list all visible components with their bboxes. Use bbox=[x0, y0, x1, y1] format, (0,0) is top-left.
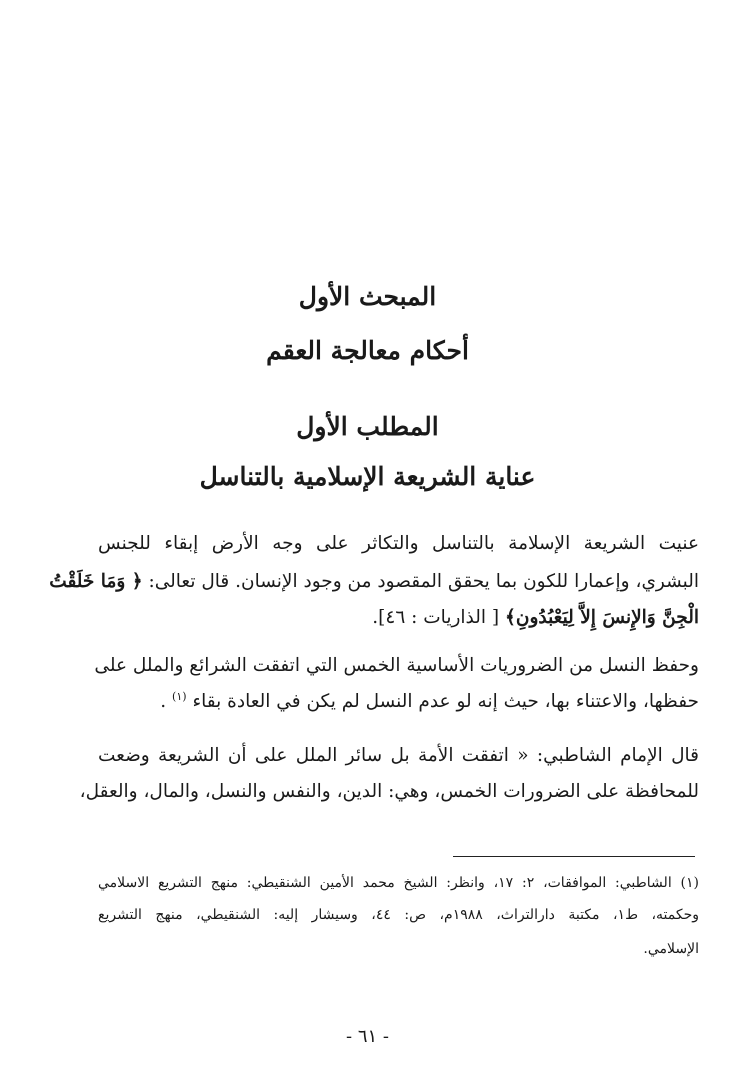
footnote-divider bbox=[453, 856, 695, 857]
paragraph-1-line-2 bbox=[49, 570, 699, 594]
subsection-title: عناية الشريعة الإسلامية بالتناسل bbox=[199, 462, 536, 491]
footnote-marker[interactable]: (١) bbox=[172, 690, 187, 703]
section-title: أحكام معالجة العقم bbox=[266, 336, 469, 365]
paragraph-1-line-2-text: البشري، وإعمارا للكون بما يحقق المقصود من وجود الإنسان. قال تعالى: bbox=[148, 571, 699, 592]
paragraph-2-line-2-text: حفظها، والاعتناء بها، حيث إنه لو عدم النسل لم يكن في العادة بقاء bbox=[192, 691, 699, 713]
paragraph-2-line-2 bbox=[160, 690, 699, 714]
paragraph-2-line-2-end: . bbox=[160, 691, 167, 713]
subsection-heading: المطلب الأول bbox=[296, 412, 439, 441]
paragraph-2-line-1: وحفظ النسل من الضروريات الأساسية الخمس التي اتفقت الشرائع والملل على bbox=[94, 655, 699, 676]
paragraph-3-line-1: قال الإمام الشاطبي: « اتفقت الأمة بل سائر الملل على أن الشريعة وضعت bbox=[98, 745, 699, 766]
section-heading: المبحث الأول bbox=[298, 282, 437, 311]
footnote-line-2: وحكمته، ط١، مكتبة دارالتراث، ١٩٨٨م، ص: ٤٤، وسيشار إليه: الشنقيطي، منهج التشريع bbox=[98, 907, 700, 923]
footnote-line-1: (١) الشاطبي: الموافقات، ٢: ١٧، وانظر: الشيخ محمد الأمين الشنقيطي: منهج التشريع الاسلامي bbox=[98, 875, 699, 891]
quran-verse-start: ﴿ وَمَا خَلَقْتُ bbox=[49, 571, 143, 592]
paragraph-3-line-2: للمحافظة على الضرورات الخمس، وهي: الدين، والنفس والنسل، والمال، والعقل، bbox=[79, 781, 699, 802]
quran-reference: [ الذاريات : ٤٦]. bbox=[372, 607, 500, 628]
paragraph-1-line-3 bbox=[372, 606, 699, 630]
page-number: - ٦١ - bbox=[346, 1026, 389, 1047]
quran-verse-end: الْجِنَّ وَالإِنسَ إِلاَّ لِيَعْبُدُونِ﴾ bbox=[505, 607, 699, 628]
paragraph-1-line-1: عنيت الشريعة الإسلامة بالتناسل والتكاثر على وجه الأرض إبقاء للجنس bbox=[98, 533, 699, 554]
footnote-line-3: الإسلامي. bbox=[643, 941, 699, 957]
